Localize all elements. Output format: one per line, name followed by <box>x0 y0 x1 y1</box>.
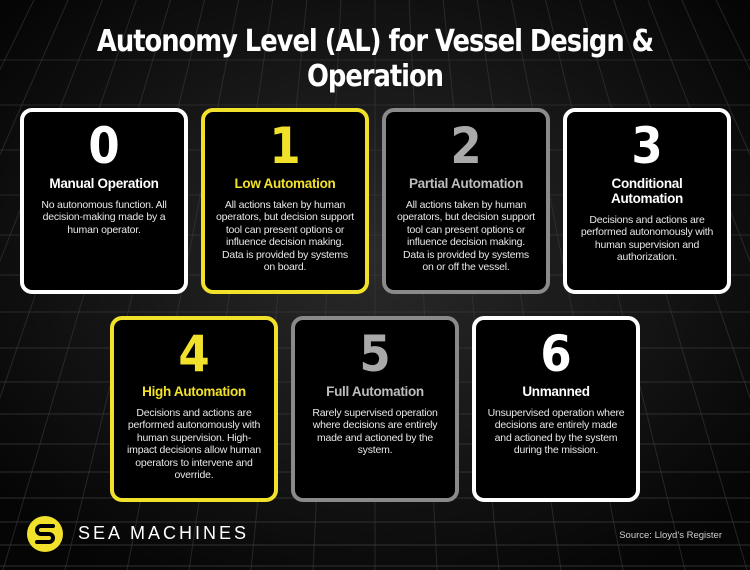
source-note: Source: Lloyd’s Register <box>619 530 722 541</box>
level-number: 5 <box>359 325 391 383</box>
level-number: 1 <box>269 117 301 175</box>
level-number: 6 <box>540 325 572 383</box>
level-number: 4 <box>178 325 210 383</box>
level-description: Rarely supervised operation where decisions are entirely made and actioned by the system. <box>312 407 438 457</box>
level-description: All actions taken by human operators, but decision support tool can present options or influence decision making. Data is provided by systems on or off the vessel. <box>397 199 535 274</box>
page-title: Autonomy Level (AL) for Vessel Design & Operation <box>96 24 654 94</box>
level-number: 2 <box>450 117 482 175</box>
sea-machines-logo-icon <box>26 515 64 553</box>
level-name: Manual Operation <box>49 176 159 191</box>
level-card-4 <box>110 316 278 502</box>
level-description: Decisions and actions are performed autonomously with human supervision and authorization. <box>580 214 714 264</box>
level-number: 0 <box>88 117 120 175</box>
level-description: Unsupervised operation where decisions are entirely made and actioned by the system during the mission. <box>487 407 625 457</box>
level-card-0 <box>20 108 188 294</box>
level-card-1 <box>201 108 369 294</box>
level-name: Conditional Automation <box>611 176 683 206</box>
level-description: Decisions and actions are performed autonomously with human supervision. High-impact decisions allow human operators to intervene and override. <box>127 407 261 482</box>
level-name: Full Automation <box>326 384 424 399</box>
level-name: Partial Automation <box>408 176 524 191</box>
level-card-6 <box>472 316 640 502</box>
level-card-3 <box>563 108 731 294</box>
level-description: All actions taken by human operators, but decision support tool can present options or influence decision making. Data is provided by systems on board. <box>216 199 354 274</box>
level-name: Unmanned <box>522 384 590 399</box>
level-name: High Automation <box>142 384 246 399</box>
level-card-2 <box>382 108 550 294</box>
level-description: No autonomous function. All decision-making made by a human operator. <box>41 199 167 236</box>
brand-name: SEA MACHINES <box>78 523 250 543</box>
level-card-5 <box>291 316 459 502</box>
level-name: Low Automation <box>234 176 336 191</box>
level-number: 3 <box>631 117 663 175</box>
